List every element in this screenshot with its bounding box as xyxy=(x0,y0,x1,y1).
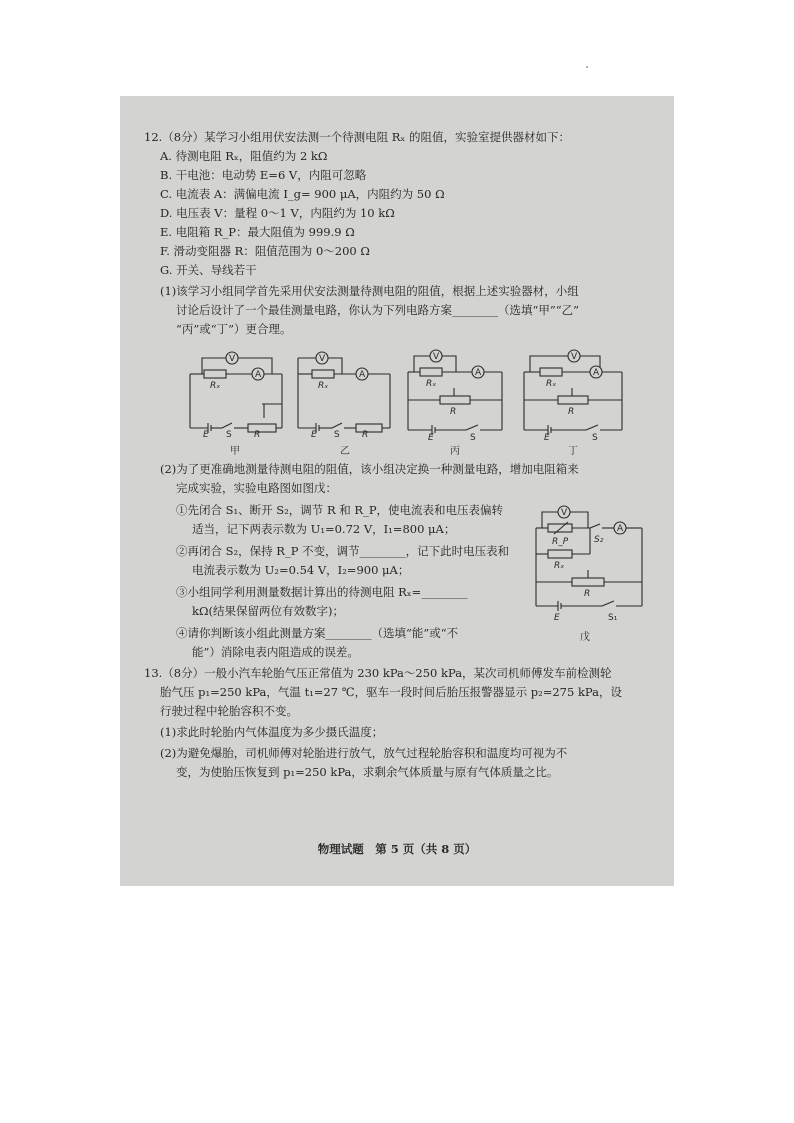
q13-line2: 胎气压 p₁=250 kPa，气温 t₁=27 ℃，驱车一段时间后胎压报警器显示 p₂=275 kPa，设 xyxy=(160,685,623,699)
svg-text:Rₓ: Rₓ xyxy=(546,379,557,389)
svg-text:A: A xyxy=(475,368,482,378)
svg-text:E: E xyxy=(428,433,434,443)
svg-text:R: R xyxy=(584,589,591,599)
svg-text:V: V xyxy=(319,354,326,364)
q12-step4-b: 能”）消除电表内阻造成的误差。 xyxy=(192,645,359,659)
page-footer: 物理试题 第 5 页（共 8 页） xyxy=(317,842,477,856)
svg-text:E: E xyxy=(544,433,550,443)
svg-text:Rₓ: Rₓ xyxy=(426,379,437,389)
q12-step4-a: ④请你判断该小组此测量方案________（选填“能”或“不 xyxy=(176,626,459,640)
q12-item-g: G. 开关、导线若干 xyxy=(160,263,257,277)
q12-part1-line2: 讨论后设计了一个最佳测量电路，你认为下列电路方案________（选填“甲”“乙” xyxy=(176,303,580,317)
svg-text:Rₓ: Rₓ xyxy=(318,381,329,391)
q12-step3-a: ③小组同学利用测量数据计算出的待测电阻 Rₓ=________ xyxy=(176,585,468,599)
q12-item-a: A. 待测电阻 Rₓ，阻值约为 2 kΩ xyxy=(160,149,328,163)
circuit-label-wu: 戊 xyxy=(580,632,590,643)
svg-text:A: A xyxy=(359,370,366,380)
speck xyxy=(586,66,588,68)
q12-part1-line3: “丙”或“丁”）更合理。 xyxy=(176,322,292,336)
q12-step1-a: ①先闭合 S₁、断开 S₂，调节 R 和 R_P，使电流表和电压表偏转 xyxy=(176,503,504,517)
svg-text:V: V xyxy=(571,352,578,362)
q12-part2-intro-1: (2)为了更准确地测量待测电阻的阻值，该小组决定换一种测量电路，增加电阻箱来 xyxy=(160,462,579,476)
circuit-jia xyxy=(186,348,286,438)
q12-item-e: E. 电阻箱 R_P：最大阻值为 999.9 Ω xyxy=(160,225,355,239)
svg-text:Rₓ: Rₓ xyxy=(210,381,221,391)
q13-part2-b: 变，为使胎压恢复到 p₁=250 kPa，求剩余气体质量与原有气体质量之比。 xyxy=(176,765,559,779)
circuit-wu xyxy=(532,500,652,624)
svg-text:E: E xyxy=(311,430,317,440)
svg-text:S₁: S₁ xyxy=(608,613,618,623)
voltmeter-label: V xyxy=(229,354,236,364)
svg-text:V: V xyxy=(433,352,440,362)
svg-text:S: S xyxy=(334,430,340,440)
q12-item-f: F. 滑动变阻器 R：阻值范围为 0～200 Ω xyxy=(160,244,370,258)
svg-text:E: E xyxy=(554,613,560,623)
svg-text:A: A xyxy=(255,370,262,380)
q12-item-d: D. 电压表 V：量程 0～1 V，内阻约为 10 kΩ xyxy=(160,206,395,220)
circuit-label-yi: 乙 xyxy=(340,446,350,457)
svg-text:Rₓ: Rₓ xyxy=(554,561,565,571)
q13-line1: 13.（8分）一般小汽车轮胎气压正常值为 230 kPa～250 kPa，某次司机师傅发车前检测轮 xyxy=(144,666,612,680)
q12-step2-b: 电流表示数为 U₂=0.54 V，I₂=900 μA； xyxy=(192,563,410,577)
q13-part2-a: (2)为避免爆胎，司机师傅对轮胎进行放气，放气过程轮胎容积和温度均可视为不 xyxy=(160,746,568,760)
svg-text:V: V xyxy=(561,508,568,518)
q12-step2-a: ②再闭合 S₂，保持 R_P 不变，调节________，记下此时电压表和 xyxy=(176,544,510,558)
circuit-label-ding: 丁 xyxy=(568,446,578,457)
q12-item-c: C. 电流表 A：满偏电流 I_g= 900 μA，内阻约为 50 Ω xyxy=(160,187,445,201)
svg-text:R: R xyxy=(450,407,457,417)
q12-part2-intro-2: 完成实验，实验电路图如图戊： xyxy=(176,481,337,495)
exam-page-photo xyxy=(120,96,674,886)
svg-text:E: E xyxy=(203,430,209,440)
circuit-label-jia: 甲 xyxy=(230,446,240,457)
q13-line3: 行驶过程中轮胎容积不变。 xyxy=(160,704,298,718)
q12-part1-line1: (1)该学习小组同学首先采用伏安法测量待测电阻的阻值，根据上述实验器材，小组 xyxy=(160,284,579,298)
circuit-ding xyxy=(520,344,628,443)
svg-text:S: S xyxy=(592,433,598,443)
q12-header: 12.（8分）某学习小组用伏安法测一个待测电阻 Rₓ 的阻值，实验室提供器材如下： xyxy=(144,130,570,144)
svg-text:R: R xyxy=(568,407,575,417)
q13-part1: (1)求此时轮胎内气体温度为多少摄氏温度； xyxy=(160,725,384,739)
svg-text:A: A xyxy=(617,524,624,534)
q12-step3-b: kΩ(结果保留两位有效数字)； xyxy=(192,604,344,618)
svg-text:S: S xyxy=(226,430,232,440)
circuit-yi xyxy=(294,348,394,438)
svg-text:S₂: S₂ xyxy=(594,535,604,545)
svg-text:A: A xyxy=(593,368,600,378)
circuit-bing xyxy=(404,344,508,443)
svg-text:R: R xyxy=(362,430,369,440)
svg-text:S: S xyxy=(470,433,476,443)
svg-text:R_P: R_P xyxy=(552,537,569,547)
q12-step1-b: 适当，记下两表示数为 U₁=0.72 V，I₁=800 μA； xyxy=(192,522,456,536)
circuit-label-bing: 丙 xyxy=(450,446,460,457)
svg-text:R: R xyxy=(254,430,261,440)
q12-item-b: B. 干电池：电动势 E=6 V，内阻可忽略 xyxy=(160,168,367,182)
